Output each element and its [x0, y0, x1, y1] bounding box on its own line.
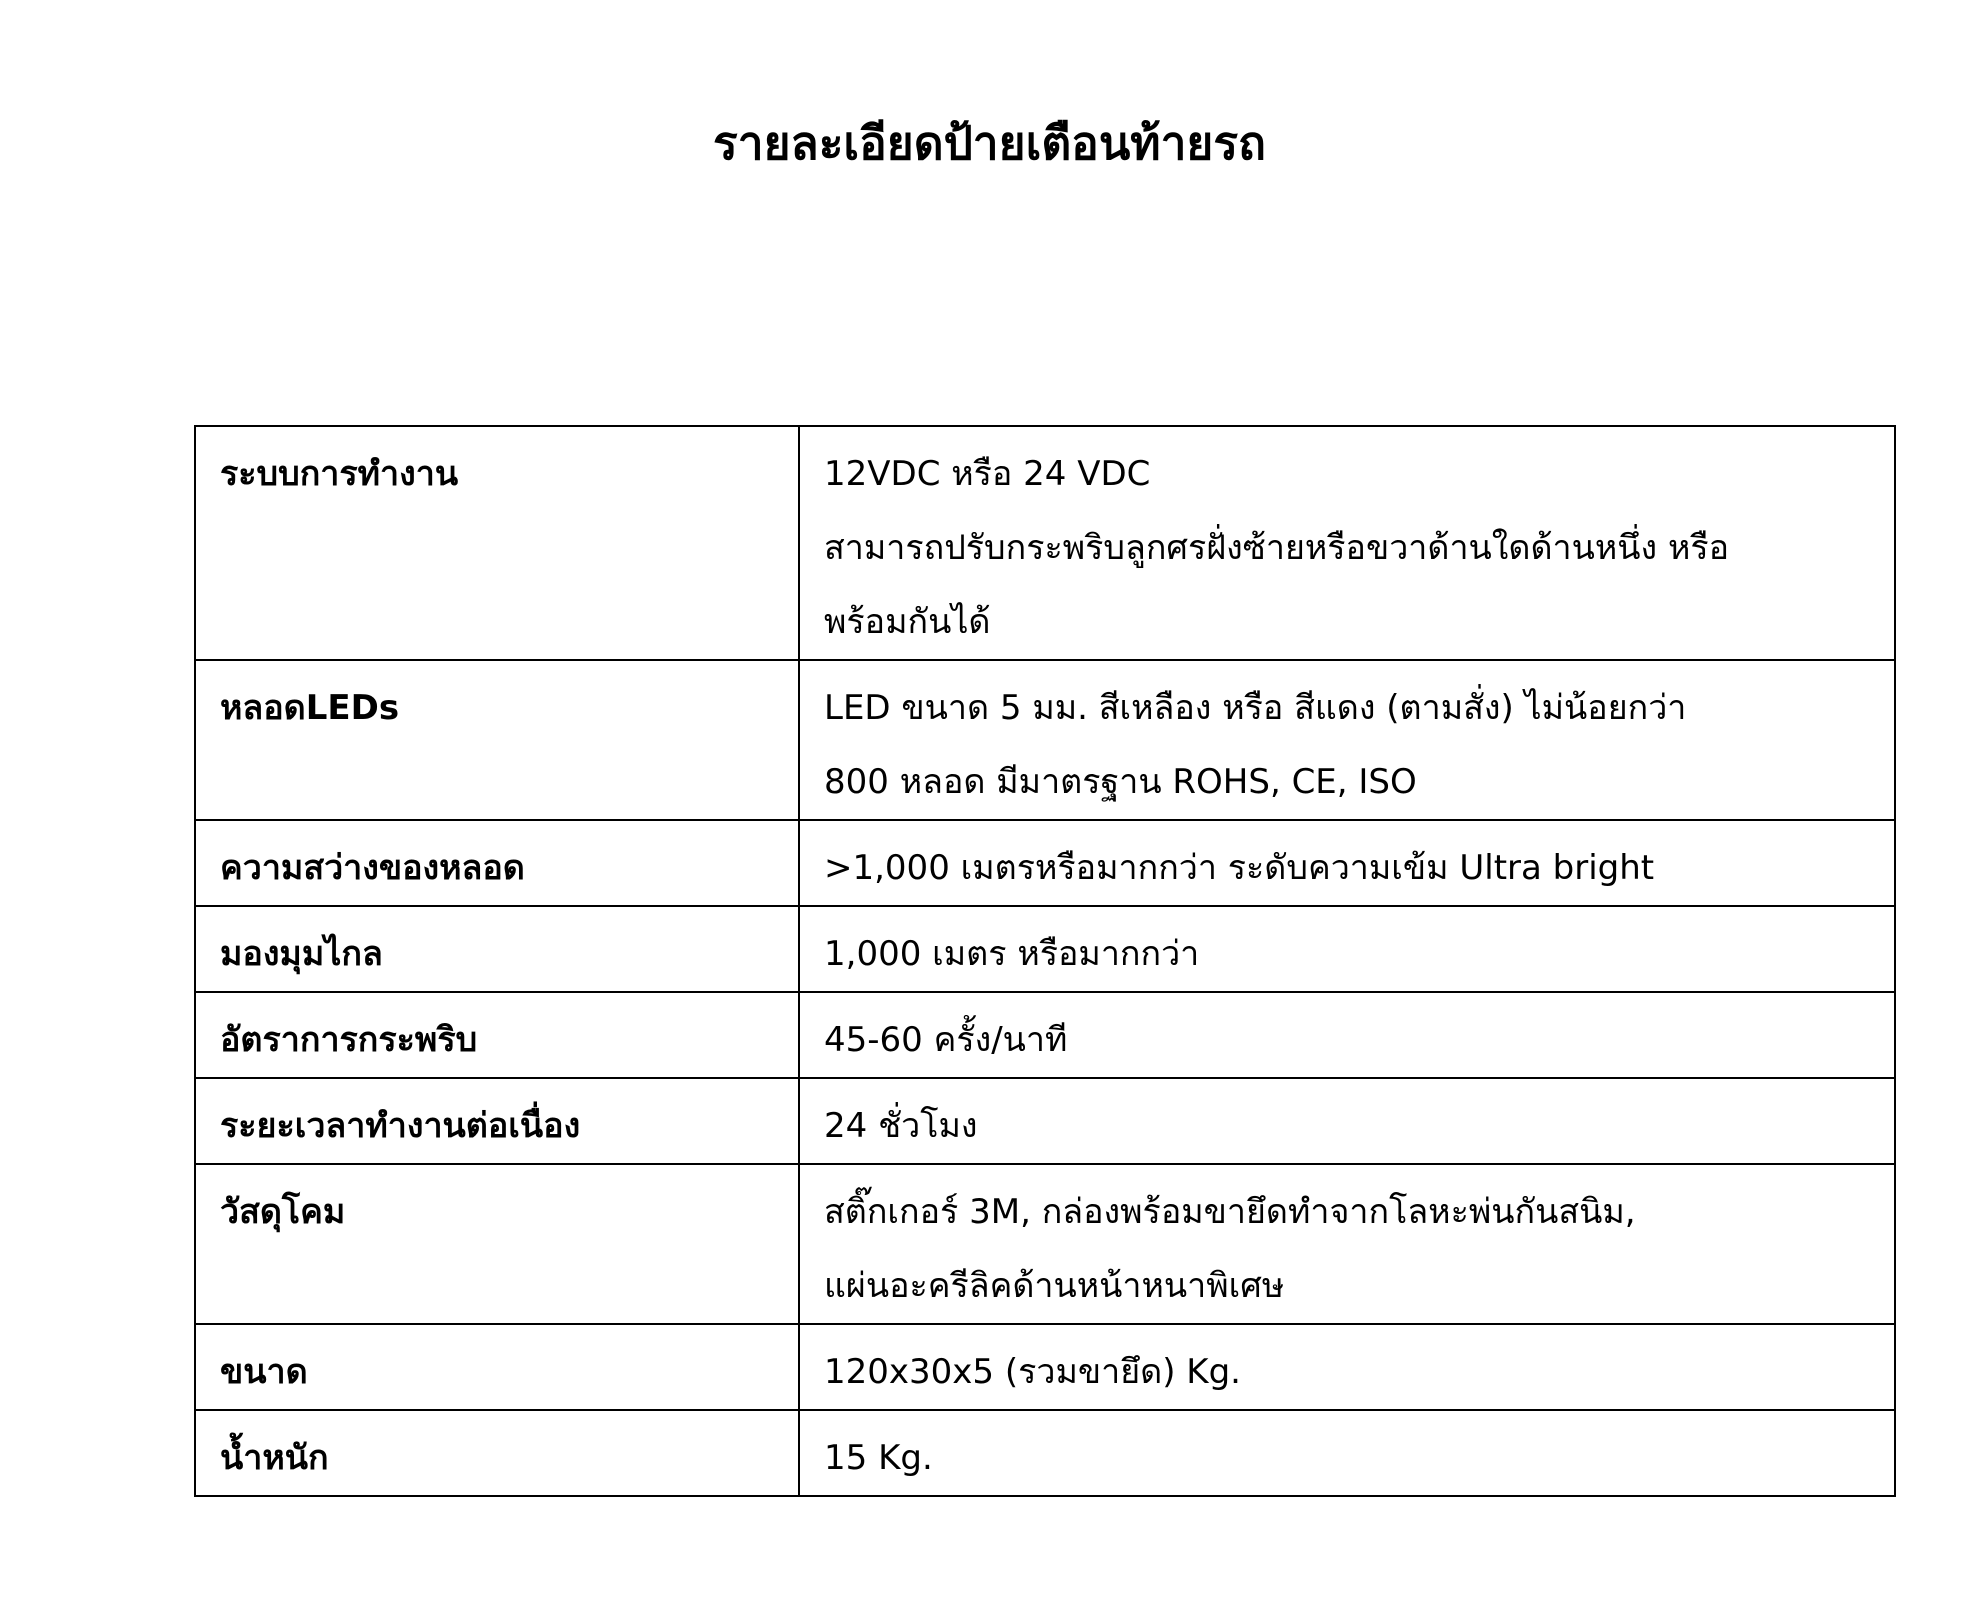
spec-value-line: แผ่นอะครีลิคด้านหน้าหนาพิเศษ [824, 1266, 1285, 1306]
spec-value-line: 12VDC หรือ 24 VDC [824, 454, 1151, 494]
spec-value-line: LED ขนาด 5 มม. สีเหลือง หรือ สีแดง (ตามสั่ง) ไม่น้อยกว่า [824, 688, 1687, 728]
page-title: รายละเอียดป้ายเตือนท้ายรถ [713, 116, 1266, 170]
spec-value-line: สติ๊กเกอร์ 3M, กล่องพร้อมขายึดทำจากโลหะพ่นกันสนิม, [824, 1192, 1636, 1232]
table-row [195, 992, 1895, 1078]
spec-label: น้ำหนัก [195, 1410, 799, 1496]
spec-label: วัสดุโคม [195, 1164, 799, 1324]
spec-value [799, 820, 1895, 906]
spec-value-line: สามารถปรับกระพริบลูกศรฝั่งซ้ายหรือขวาด้านใดด้านหนึ่ง หรือ [824, 528, 1730, 568]
spec-value-line: 1,000 เมตร หรือมากกว่า [824, 934, 1200, 974]
spec-label: ระยะเวลาทำงานต่อเนื่อง [195, 1078, 799, 1164]
table-row [195, 1410, 1895, 1496]
spec-label: หลอดLEDs [195, 660, 799, 820]
table-row [195, 1324, 1895, 1410]
table-row [195, 660, 1895, 820]
spec-label: อัตราการกระพริบ [195, 992, 799, 1078]
table-row [195, 1164, 1895, 1324]
spec-label: มองมุมไกล [195, 906, 799, 992]
spec-value-line: พร้อมกันได้ [824, 602, 991, 642]
spec-value-line: 45-60 ครั้ง/นาที [824, 1020, 1068, 1060]
spec-value-line: 120x30x5 (รวมขายึด) Kg. [824, 1352, 1241, 1392]
spec-value [799, 426, 1895, 660]
table-row [195, 906, 1895, 992]
spec-value [799, 1164, 1895, 1324]
spec-value-line: 24 ชั่วโมง [824, 1106, 978, 1146]
spec-value [799, 1078, 1895, 1164]
spec-table [194, 425, 1896, 1497]
spec-label: ระบบการทำงาน [195, 426, 799, 660]
spec-value [799, 1324, 1895, 1410]
spec-label: ขนาด [195, 1324, 799, 1410]
table-row [195, 426, 1895, 660]
spec-label: ความสว่างของหลอด [195, 820, 799, 906]
spec-value [799, 992, 1895, 1078]
table-row [195, 820, 1895, 906]
spec-value [799, 660, 1895, 820]
spec-value-line: 800 หลอด มีมาตรฐาน ROHS, CE, ISO [824, 762, 1417, 802]
spec-value-line: >1,000 เมตรหรือมากกว่า ระดับความเข้ม Ultra bright [824, 848, 1655, 888]
table-row [195, 1078, 1895, 1164]
spec-value-line: 15 Kg. [824, 1438, 933, 1478]
spec-value [799, 906, 1895, 992]
spec-value [799, 1410, 1895, 1496]
